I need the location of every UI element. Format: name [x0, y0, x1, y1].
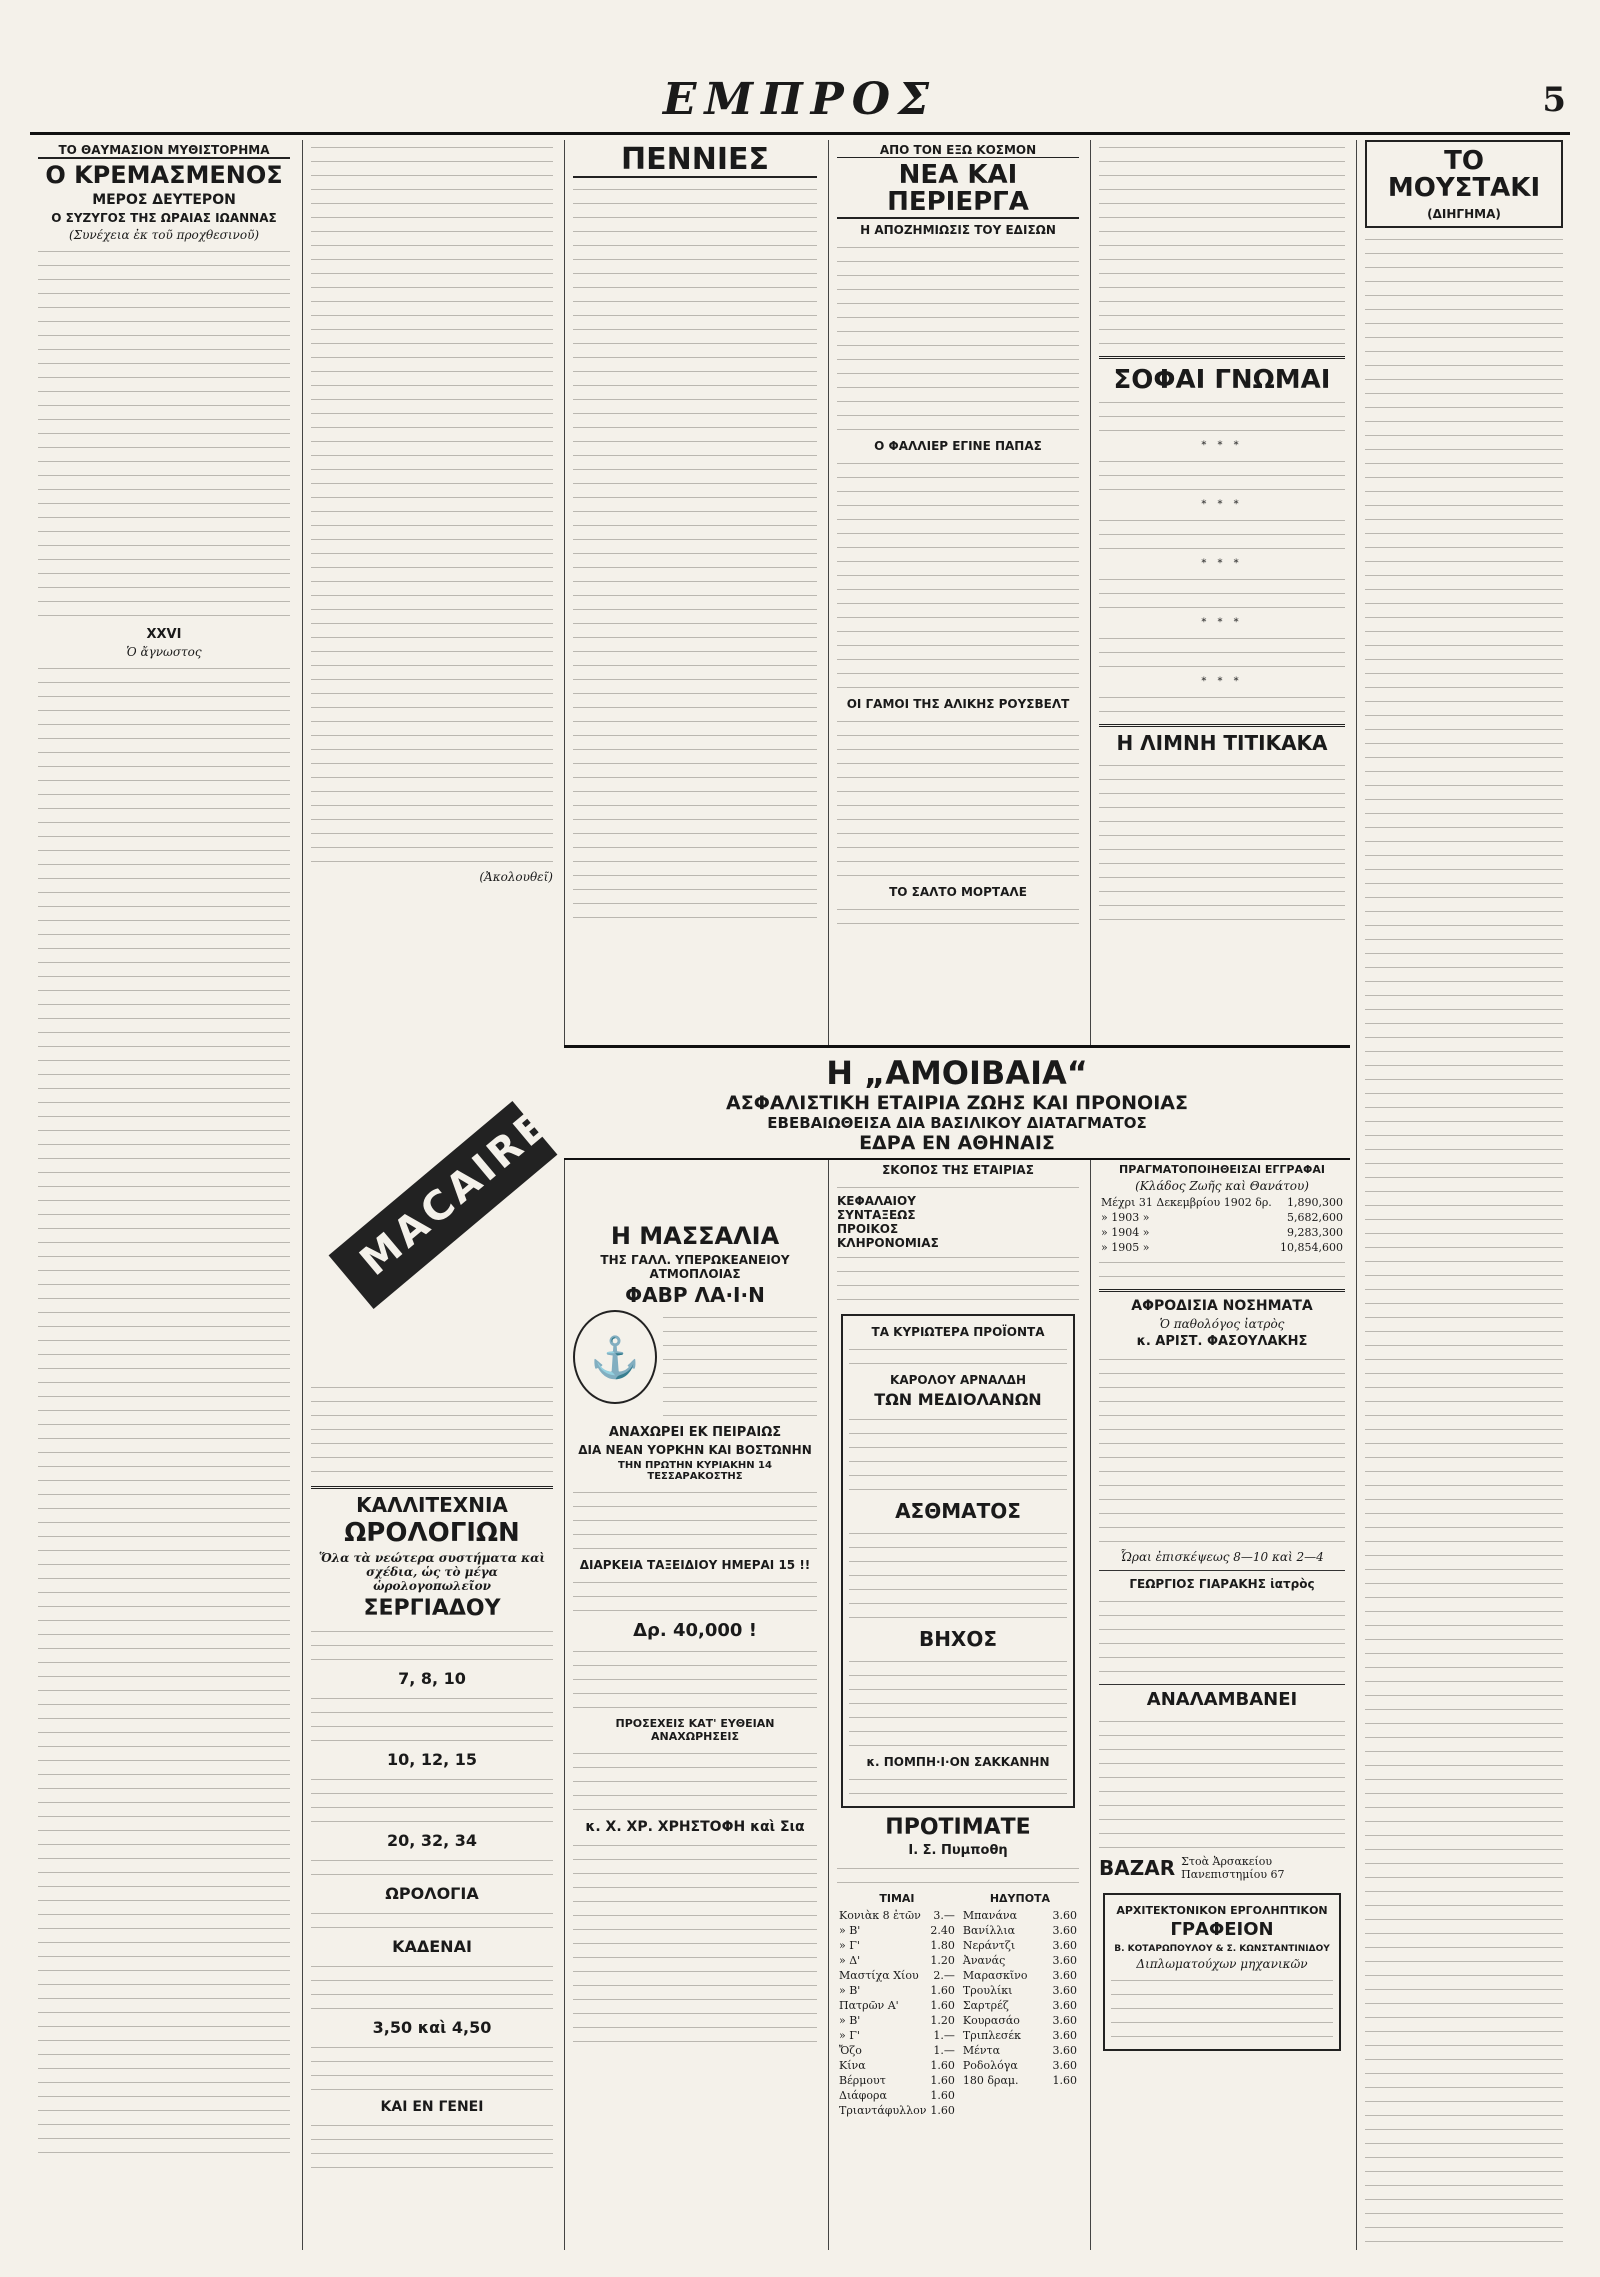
direct-heading: ΠΡΟΣΕΧΕΙΣ ΚΑΤ' ΕΥΘΕΙΑΝ ΑΝΑΧΩΡΗΣΕΙΣ	[615, 1717, 775, 1744]
item-value: 1.60	[930, 1999, 955, 2013]
doctor-title: Ὁ παθολόγος ἰατρὸς	[1159, 1317, 1285, 1331]
item-name: » Γ'	[839, 2029, 860, 2043]
chains-heading: ΚΑΔΕΝΑΙ	[392, 1937, 472, 1957]
body-text	[837, 1180, 1079, 1194]
venereal-title: ΑΦΡΟΔΙΣΙΑ ΝΟΣΗΜΑΤΑ	[1131, 1298, 1313, 1314]
item-name: » Γ'	[839, 1939, 860, 1953]
table-row	[837, 1923, 957, 1938]
body-text	[1099, 1714, 1345, 1854]
table-row	[961, 1938, 1079, 1953]
office-role: Διπλωματούχων μηχανικῶν	[1136, 1956, 1308, 1971]
table-row	[837, 1998, 957, 2013]
masthead	[30, 70, 1570, 135]
watch-ad-title-2: ΩΡΟΛΟΓΙΩΝ	[344, 1518, 520, 1548]
undertakes-title: ΑΝΑΛΑΜΒΑΝΕΙ	[1146, 1689, 1298, 1710]
final-heading: ΚΑΙ ΕΝ ΓΕΝΕΙ	[380, 2099, 484, 2116]
table-row	[1099, 1210, 1345, 1225]
massalia-ship-name: ΦΑΒΡ ΛΑ·Ι·Ν	[625, 1283, 765, 1308]
body-text	[1099, 631, 1345, 673]
first-sunday: ΤΗΝ ΠΡΩΤΗΝ ΚΥΡΙΑΚΗΝ 14 ΤΕΣΣΑΡΑΚΟΣΤΗΣ	[618, 1460, 772, 1483]
column-pennies	[564, 140, 825, 2250]
stars-separator: * * *	[1201, 676, 1243, 687]
item-name: » 1903 »	[1101, 1211, 1150, 1224]
visiting-hours: Ὧραι ἐπισκέψεως 8—10 καὶ 2—4	[1120, 1550, 1324, 1564]
agent-suffix: καὶ Σια	[750, 1819, 805, 1836]
item-name: Ροδολόγα	[962, 2059, 1018, 2073]
cure-ad-title: ΤΑ ΚΥΡΙΩΤΕΡΑ ΠΡΟΪΟΝΤΑ	[871, 1325, 1045, 1339]
item-name: Μαρασκῖνο	[962, 1969, 1028, 1983]
drinks-heading: ΤΙΜΑΙ	[879, 1892, 915, 1906]
item-value: 3.—	[933, 1909, 955, 1923]
item-name: » 1905 »	[1101, 1241, 1150, 1254]
amoibaia-insurance-banner	[564, 1045, 1350, 1160]
bazar-address: Στοὰ Ἀρσακείου Πανεπιστημίου 67	[1181, 1855, 1285, 1882]
office-names: Β. ΚΟΤΑΡΩΠΟΥΛΟΥ & Σ. ΚΩΝΣΤΑΝΤΙΝΙΔΟΥ	[1114, 1943, 1330, 1954]
item-value: 1.60	[930, 2104, 955, 2118]
item-name: Ἀνανάς	[962, 1954, 1006, 1968]
office-title: ΑΡΧΙΤΕΚΤΟΝΙΚΟΝ ΕΡΓΟΛΗΠΤΙΚΟΝ	[1116, 1903, 1328, 1917]
body-text	[311, 1906, 553, 1934]
sweets-heading: ΗΔΥΠΟΤΑ	[989, 1892, 1051, 1906]
watch-ad-title: ΚΑΛΛΙΤΕΧΝΙΑ	[356, 1493, 508, 1517]
serial-kicker: ΤΟ ΘΑΥΜΑΣΙΟΝ ΜΥΘΙΣΤΟΡΗΜΑ	[38, 143, 290, 159]
serial-byline: Ο ΣΥΖΥΓΟΣ ΤΗΣ ΩΡΑΙΑΣ ΙΩΑΝΝΑΣ	[51, 211, 277, 226]
column-serial-continued	[302, 140, 561, 2250]
doctor2-suffix: ἰατρὸς	[1270, 1577, 1315, 1591]
body-text	[38, 661, 290, 2161]
bazar-label: BAZAR	[1099, 1855, 1176, 1880]
item-name: Τρουλίκι	[962, 1984, 1013, 1998]
table-row	[961, 2043, 1079, 2058]
item-value: 3.60	[1052, 2059, 1077, 2073]
serial-part: ΜΕΡΟΣ ΔΕΥΤΕΡΟΝ	[92, 192, 236, 209]
asthma-heading: ΑΣΘΜΑΤΟΣ	[895, 1499, 1021, 1523]
office-subtitle: ΓΡΑΦΕΙΟΝ	[1170, 1918, 1274, 1940]
item-value: 1.60	[1052, 2074, 1077, 2088]
item-value: 1.—	[933, 2044, 955, 2058]
item-value: 1,890,300	[1287, 1196, 1343, 1209]
serial-to-be-continued: (Ἀκολουθεῖ)	[479, 870, 553, 884]
serial-continuation: (Συνέχεια ἐκ τοῦ προχθεσινοῦ)	[68, 228, 260, 243]
item-value: 9,283,300	[1287, 1226, 1343, 1239]
table-row	[961, 2028, 1079, 2043]
body-text	[311, 1624, 553, 1666]
macaire-ad	[303, 1040, 561, 1370]
amount-heading: Δρ. 40,000 !	[633, 1620, 757, 1642]
item-name: Μέχρι 31 Δεκεμβρίου 1902 δρ.	[1101, 1196, 1272, 1209]
table-row	[837, 1908, 957, 1923]
stars-separator: * * *	[1201, 558, 1243, 569]
column-misc	[1090, 140, 1353, 2250]
sweets-table	[961, 1908, 1079, 2088]
item-value: 1.20	[930, 2014, 955, 2028]
table-row	[837, 2043, 957, 2058]
insurance-name: Η „ΑΜΟΙΒΑΙΑ“	[826, 1054, 1088, 1092]
item-name: » Β'	[839, 1984, 861, 1998]
inheritance-label: ΚΛΗΡΟΝΟΜΙΑΣ	[837, 1236, 939, 1250]
item-name: » Β'	[839, 1924, 861, 1938]
registrations-title: ΠΡΑΓΜΑΤΟΠΟΙΗΘΕΙΣΑΙ ΕΓΓΡΑΦΑΙ	[1119, 1163, 1325, 1176]
news-title: ΝΕΑ ΚΑΙ ΠΕΡΙΕΡΓΑ	[837, 162, 1079, 219]
stars-separator: * * *	[1201, 440, 1243, 451]
preferred-shop: Ι. Σ. Πυμποθη	[908, 1843, 1008, 1859]
news-subheading: ΟΙ ΓΑΜΟΙ ΤΗΣ ΑΛΙΚΗΣ ΡΟΥΣΒΕΛΤ	[846, 696, 1070, 711]
item-name: » Δ'	[839, 1954, 861, 1968]
item-name: Βανίλλια	[962, 1924, 1016, 1938]
item-value: 1.20	[930, 1954, 955, 1968]
item-name: Μαστίχα Χίου	[839, 1969, 919, 1983]
item-name: Σαρτρέζ	[962, 1999, 1009, 2013]
doctor2-name: ΓΕΩΡΓΙΟΣ ΓΙΑΡΑΚΗΣ	[1129, 1577, 1266, 1591]
item-name: Τριπλεσέκ	[962, 2029, 1021, 2043]
table-row	[961, 1998, 1079, 2013]
body-text	[1099, 395, 1345, 437]
table-row	[837, 2073, 957, 2088]
item-value: 3.60	[1052, 1969, 1077, 1983]
item-name: Νεράντζι	[962, 1939, 1016, 1953]
body-text	[1111, 1973, 1333, 2043]
columns	[30, 140, 1570, 2250]
body-text	[1099, 1255, 1345, 1283]
price-row: 10, 12, 15	[386, 1750, 478, 1770]
item-value: 3.60	[1052, 1954, 1077, 1968]
item-name: Κίνα	[839, 2059, 866, 2073]
item-value: 3.60	[1052, 1939, 1077, 1953]
clocks-heading: ΩΡΟΛΟΓΙΑ	[385, 1884, 479, 1904]
page-number: 5	[1542, 80, 1566, 120]
body-text	[573, 182, 817, 922]
pennies-title: ΠΕΝΝΙΕΣ	[573, 144, 817, 178]
price-row: 3,50 καὶ 4,50	[372, 2018, 492, 2038]
lake-title: Η ΛΙΜΝΗ ΤΙΤΙΚΑΚΑ	[1116, 731, 1328, 755]
table-row	[837, 2103, 957, 2118]
body-text	[849, 1526, 1067, 1624]
body-text	[1099, 572, 1345, 614]
body-text	[837, 1861, 1079, 1889]
item-name: Βέρμουτ	[839, 2074, 886, 2088]
body-text	[311, 1691, 553, 1747]
body-text	[1365, 232, 1563, 2250]
item-value: 1.60	[930, 2074, 955, 2088]
item-value: 1.60	[930, 2059, 955, 2073]
table-row	[837, 1968, 957, 1983]
item-name: » Β'	[839, 2014, 861, 2028]
dowry-label: ΠΡΟΙΚΟΣ	[837, 1222, 899, 1236]
item-value: 3.60	[1052, 1924, 1077, 1938]
body-text	[311, 2040, 553, 2096]
newspaper-title: ΕΜΠΡΟΣ	[662, 74, 938, 125]
body-text	[311, 1772, 553, 1828]
body-text	[311, 1853, 553, 1881]
item-name: » 1904 »	[1101, 1226, 1150, 1239]
body-text	[663, 1310, 817, 1422]
newyork-heading: ΔΙΑ ΝΕΑΝ ΥΟΡΚΗΝ ΚΑΙ ΒΟΣΤΩΝΗΝ	[578, 1443, 812, 1458]
ship-icon: ⚓	[573, 1310, 657, 1404]
body-text	[1099, 513, 1345, 555]
cure-ad-maker: ΚΑΡΟΛΟΥ ΑΡΝΑΛΔΗ	[890, 1373, 1026, 1387]
story-title: ΤΟ ΜΟΥΣΤΑΚΙ	[1387, 146, 1541, 204]
column-story	[1356, 140, 1571, 2250]
chapter-number: XXVI	[146, 627, 182, 643]
item-name: Τριαντάφυλλον	[839, 2104, 927, 2118]
departures-heading: ΑΝΑΧΩΡΕΙ ΕΚ ΠΕΙΡΑΙΩΣ	[608, 1425, 782, 1441]
body-text	[311, 1380, 553, 1480]
table-row	[961, 1953, 1079, 1968]
table-row	[837, 2028, 957, 2043]
insurance-line-3: ΕΔΡΑ ΕΝ ΑΘΗΝΑΙΣ	[859, 1132, 1055, 1154]
table-row	[837, 2013, 957, 2028]
item-name: Πατρῶν Α'	[839, 1999, 899, 2013]
body-text	[38, 244, 290, 624]
item-value: 3.60	[1052, 1999, 1077, 2013]
watch-ad-subtitle: Ὅλα τὰ νεώτερα συστήματα καὶ σχέδια, ὡς τὸ μέγα ὡρολογοπωλεῖον	[318, 1551, 546, 1594]
doctor2-line	[1099, 1577, 1345, 1591]
body-text	[837, 714, 1079, 882]
story-subtitle: (ΔΙΗΓΗΜΑ)	[1427, 206, 1501, 221]
table-row	[1099, 1195, 1345, 1210]
item-name: Κονιὰκ 8 ἐτῶν	[839, 1909, 921, 1923]
massalia-subtitle: ΤΗΣ ΓΑΛΛ. ΥΠΕΡΩΚΕΑΝΕΙΟΥ ΑΤΜΟΠΛΟΙΑΣ	[600, 1253, 790, 1282]
item-name: Κουρασάο	[962, 2014, 1020, 2028]
news-subheading: Η ΑΠΟΖΗΜΙΩΣΙΣ ΤΟΥ ΕΔΙΣΩΝ	[860, 222, 1056, 237]
body-text	[1099, 690, 1345, 718]
news-kicker: ΑΠΟ ΤΟΝ ΕΞΩ ΚΟΣΜΟΝ	[837, 143, 1079, 158]
cure-ad	[841, 1314, 1075, 1808]
body-text	[311, 1959, 553, 2015]
item-value: 2.40	[930, 1924, 955, 1938]
doctor-name: κ. ΑΡΙΣΤ. ΦΑΣΟΥΛΑΚΗΣ	[1136, 1334, 1308, 1349]
table-row	[961, 2013, 1079, 2028]
body-text	[837, 902, 1079, 930]
body-text	[311, 2118, 553, 2174]
architect-office-ad	[1103, 1893, 1341, 2051]
item-name: Μπανάνα	[962, 1909, 1018, 1923]
item-value: 3.60	[1052, 2044, 1077, 2058]
body-text	[573, 1746, 817, 1816]
body-text	[573, 1838, 817, 2048]
table-row	[837, 2058, 957, 2073]
serial-title: Ο ΚΡΕΜΑΣΜΕΝΟΣ	[45, 161, 283, 189]
drinks-table	[837, 1908, 957, 2118]
price-row: 7, 8, 10	[398, 1669, 466, 1689]
item-name: Ὄζο	[839, 2044, 862, 2058]
news-subheading: ΤΟ ΣΑΛΤΟ ΜΟΡΤΑΛΕ	[889, 884, 1027, 899]
table-row	[837, 1983, 957, 1998]
body-text	[1099, 758, 1345, 926]
item-value: 3.60	[1052, 1909, 1077, 1923]
table-row	[961, 1983, 1079, 1998]
table-row	[961, 1968, 1079, 1983]
price-row: 20, 32, 34	[386, 1831, 478, 1851]
stars-separator: * * *	[1201, 617, 1243, 628]
body-text	[837, 456, 1079, 694]
body-text	[849, 1412, 1067, 1496]
item-value: 1.—	[933, 2029, 955, 2043]
body-text	[1099, 454, 1345, 496]
pharmacy-name: κ. ΠΟΜΠΗ·Ι·ΟΝ ΣΑΚΚΑΝΗΝ	[866, 1755, 1050, 1769]
purpose-heading: ΣΚΟΠΟΣ ΤΗΣ ΕΤΑΙΡΙΑΣ	[882, 1163, 1034, 1177]
table-row	[961, 2073, 1079, 2088]
table-row	[961, 2058, 1079, 2073]
table-row	[961, 1923, 1079, 1938]
table-row	[837, 1938, 957, 1953]
table-row	[837, 1953, 957, 1968]
body-text	[849, 1654, 1067, 1752]
duration-heading: ΔΙΑΡΚΕΙΑ ΤΑΞΕΙΔΙΟΥ ΗΜΕΡΑΙ 15 !!	[579, 1558, 811, 1573]
stars-separator: * * *	[1201, 499, 1243, 510]
news-subheading: Ο ΦΑΛΛΙΕΡ ΕΓΙΝΕ ΠΑΠΑΣ	[874, 438, 1042, 453]
body-text	[1099, 140, 1345, 350]
contracts-label: ΣΥΝΤΑΞΕΩΣ	[837, 1208, 916, 1222]
body-text	[311, 140, 553, 870]
item-value: 3.60	[1052, 2014, 1077, 2028]
body-text	[1099, 1352, 1345, 1548]
table-row	[1099, 1225, 1345, 1240]
registrations-table	[1099, 1195, 1345, 1255]
massalia-title: Η ΜΑΣΣΑΛΙΑ	[610, 1222, 780, 1250]
body-text	[573, 1485, 817, 1555]
agent-line	[573, 1819, 817, 1835]
watch-shop-name: ΣΕΡΓΙΑΔΟΥ	[363, 1596, 501, 1622]
body-text	[573, 1575, 817, 1617]
item-value: 1.60	[930, 1984, 955, 1998]
item-value: 3.60	[1052, 2029, 1077, 2043]
item-value: 3.60	[1052, 1984, 1077, 1998]
body-text	[1099, 1594, 1345, 1678]
item-name: 180 δραμ.	[962, 2074, 1019, 2088]
insurance-line-2: ΕΒΕΒΑΙΩΘΕΙΣΑ ΔΙΑ ΒΑΣΙΛΙΚΟΥ ΔΙΑΤΑΓΜΑΤΟΣ	[767, 1114, 1147, 1132]
body-text	[849, 1772, 1067, 1800]
column-news	[828, 140, 1087, 2250]
item-name: Μέντα	[962, 2044, 1001, 2058]
chapter-title: Ὁ ἄγνωστος	[126, 645, 202, 660]
column-serial-novel	[30, 140, 298, 2250]
registrations-subtitle: (Κλάδος Ζωῆς καὶ Θανάτου)	[1135, 1179, 1309, 1193]
table-row	[837, 2088, 957, 2103]
cure-ad-city: ΤΩΝ ΜΕΔΙΟΛΑΝΩΝ	[874, 1390, 1042, 1409]
table-row	[961, 1908, 1079, 1923]
body-text	[837, 1250, 1079, 1306]
body-text	[837, 240, 1079, 436]
preferred-title: ΠΡΟΤΙΜΑΤΕ	[885, 1815, 1031, 1840]
item-value: 1.80	[930, 1939, 955, 1953]
table-row	[1099, 1240, 1345, 1255]
wise-sayings-title: ΣΟΦΑΙ ΓΝΩΜΑΙ	[1113, 365, 1331, 395]
macaire-word: MACAIRE	[351, 1100, 559, 1285]
item-value: 1.60	[930, 2089, 955, 2103]
body-text	[573, 1644, 817, 1714]
item-name: Διάφορα	[839, 2089, 887, 2103]
insurance-line-1: ΑΣΦΑΛΙΣΤΙΚΗ ΕΤΑΙΡΙΑ ΖΩΗΣ ΚΑΙ ΠΡΟΝΟΙΑΣ	[726, 1092, 1188, 1114]
item-value: 2.—	[933, 1969, 955, 1983]
cough-heading: ΒΗΧΟΣ	[918, 1627, 998, 1651]
item-value: 5,682,600	[1287, 1211, 1343, 1224]
agent-name: κ. Χ. ΧΡ. ΧΡΗΣΤΟΦΗ	[585, 1819, 746, 1836]
capital-label: ΚΕΦΑΛΑΙΟΥ	[837, 1194, 916, 1208]
body-text	[849, 1342, 1067, 1370]
item-value: 10,854,600	[1280, 1241, 1343, 1254]
